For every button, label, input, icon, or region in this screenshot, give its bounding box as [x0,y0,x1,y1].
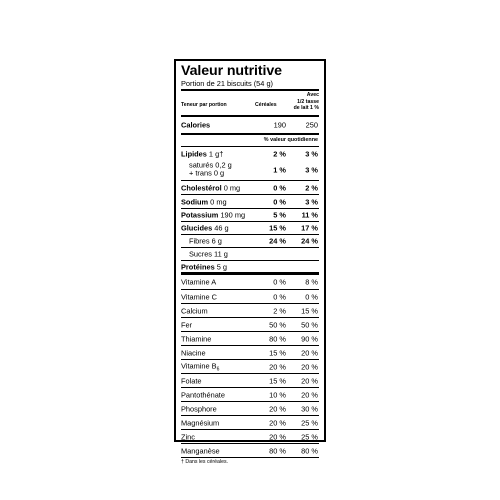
nutrient-milk-dv: 3 % [305,197,318,206]
nutrient-amount: 0 mg [208,197,227,206]
cereal-column-header: Céréales [255,102,277,108]
nutrient-name-line2: + trans 0 g [189,169,225,178]
vitamin-row [181,359,319,373]
calories-row [181,117,319,133]
vitamin-milk-dv: 80 % [301,446,318,455]
nutrient-row-glucides [181,221,319,234]
calories-cereal: 190 [273,120,286,130]
nutrient-amount: 190 mg [218,210,246,220]
vitamin-cereal-dv: 10 % [269,390,286,399]
vitamin-row [181,443,319,457]
column-header [181,91,319,115]
nutrient-row-potassium [181,208,319,221]
vitamin-milk-dv: 0 % [305,292,318,301]
nutrient-name: Cholestérol [181,183,222,192]
nutrient-milk-dv: 2 % [305,183,318,192]
vitamin-cereal-dv: 0 % [273,292,286,301]
nutrient-milk-dv: 11 % [301,210,318,220]
vitamin-milk-dv: 30 % [301,404,318,413]
nutrient-row-fibres [181,234,319,247]
nutrient-amount: 46 g [212,223,229,233]
vitamin-cereal-dv: 0 % [273,277,286,287]
vitamin-cereal-dv: 50 % [269,320,286,329]
nutrient-amount: 0 mg [221,183,241,192]
vitamin-row [181,401,319,415]
vitamin-cereal-dv: 80 % [269,446,286,455]
footnote: † Dans les céréales. [181,457,319,465]
vitamin-row [181,373,319,387]
daily-value-header [181,135,319,146]
vitamin-milk-dv: 20 % [301,362,318,371]
calories-label: Calories [181,120,211,130]
amount-column-header: Teneur par portion [181,102,227,108]
vitamin-cereal-dv: 20 % [269,362,286,371]
nutrient-cereal-dv: 1 % [273,165,286,175]
vitamin-milk-dv: 15 % [301,306,318,315]
vitamin-row [181,429,319,443]
vitamin-name: Fer [181,320,193,329]
nutrition-facts-label [174,59,326,465]
nutrient-row-satures-trans [181,160,319,180]
vitamin-name: Vitamine A [181,277,217,287]
nutrient-cereal-dv: 0 % [273,197,286,206]
vitamin-milk-dv: 20 % [301,390,318,399]
vitamin-name: Manganèse [181,446,220,455]
vitamin-name: Zinc [181,432,195,441]
nutrient-milk-dv: 3 % [305,149,318,158]
nutrient-row-proteines [181,260,319,272]
daily-value-header-text: % valeur quotidienne [263,137,318,143]
vitamin-name: Vitamine B [181,360,217,370]
vitamin-subscript: 6 [216,366,220,373]
nutrient-row-sucres [181,247,319,260]
vitamin-name: Pantothénate [181,390,225,399]
nutrient-cereal-dv: 5 % [273,210,286,220]
vitamin-name: Magnésium [181,418,220,427]
nutrient-name-line1: saturés 0,2 g [189,160,232,170]
vitamin-milk-dv: 20 % [301,376,318,385]
vitamin-cereal-dv: 80 % [269,334,286,343]
vitamin-row [181,415,319,429]
nutrient-name: Sucres 11 g [189,249,228,259]
nutrient-amount: 5 g [214,262,228,271]
vitamin-milk-dv: 20 % [301,348,318,357]
nutrient-cereal-dv: 2 % [273,149,286,158]
nutrient-row-sodium [181,194,319,208]
vitamin-row [181,345,319,359]
vitamin-row [181,331,319,345]
milk-column-header [294,92,319,112]
nutrient-cereal-dv: 15 % [269,223,286,233]
vitamin-milk-dv: 90 % [301,334,318,343]
nutrient-milk-dv: 24 % [301,236,318,246]
vitamin-name: Phosphore [181,404,217,413]
vitamin-milk-dv: 50 % [301,320,318,329]
nutrient-name: Glucides [181,223,213,233]
vitamin-cereal-dv: 20 % [269,432,286,441]
label-content [181,63,319,465]
nutrient-milk-dv: 17 % [301,223,318,233]
nutrient-row-cholesterol [181,180,319,194]
vitamin-row [181,317,319,331]
vitamin-cereal-dv: 15 % [269,348,286,357]
nutrient-name: Sodium [181,197,209,206]
milk-header-line2: 1/2 tasse [297,98,319,105]
vitamin-cereal-dv: 15 % [269,376,286,385]
label-title: Valeur nutritive [181,63,282,79]
vitamin-row [181,275,319,289]
vitamin-row [181,289,319,303]
nutrient-cereal-dv: 24 % [269,236,286,246]
vitamin-name: Thiamine [181,334,212,343]
calories-milk: 250 [305,120,318,130]
vitamin-cereal-dv: 2 % [273,306,286,315]
vitamin-milk-dv: 25 % [301,432,318,441]
nutrient-row-lipides [181,146,319,160]
vitamin-cereal-dv: 20 % [269,418,286,427]
nutrient-name: Lipides [181,149,207,158]
nutrient-cereal-dv: 0 % [273,183,286,192]
vitamin-name: Niacine [181,348,206,357]
vitamin-milk-dv: 8 % [305,277,318,287]
vitamin-row [181,387,319,401]
vitamin-name: Calcium [181,306,208,315]
nutrient-name: Potassium [181,210,219,220]
milk-header-line1: Avec [306,92,319,98]
vitamin-row [181,303,319,317]
vitamin-cereal-dv: 20 % [269,404,286,413]
nutrient-name: Protéines [181,262,215,271]
nutrient-name: Fibres 6 g [189,236,222,246]
vitamin-name: Folate [181,376,202,385]
serving-size: Portion de 21 biscuits (54 g) [181,79,274,88]
vitamins-minerals-list [181,275,319,457]
vitamin-name: Vitamine C [181,292,218,301]
nutrient-milk-dv: 3 % [305,165,318,175]
vitamin-milk-dv: 25 % [301,418,318,427]
nutrient-amount: 1 g† [206,149,224,158]
milk-header-line3: de lait 1 % [293,105,319,112]
